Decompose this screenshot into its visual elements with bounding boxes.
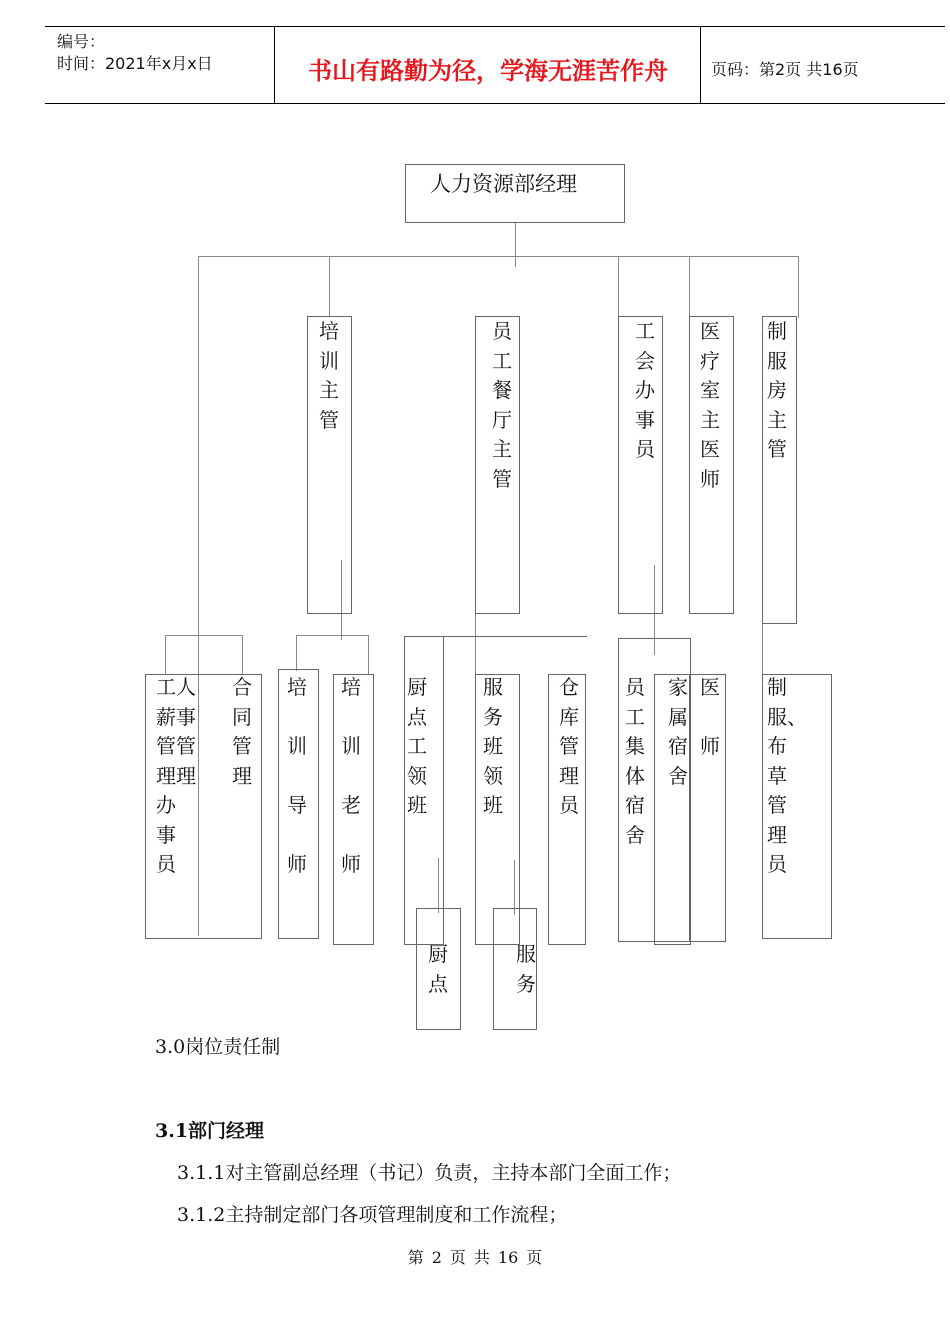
code-label: 编号： [57, 32, 106, 51]
connector-line [242, 635, 243, 675]
family-dorm-label: 家 属 宿 舍 [668, 675, 688, 788]
doctor-label: 医 师 [700, 675, 720, 758]
trainer-guide-label: 培 训 导 师 [287, 675, 307, 876]
footer-di: 第 [407, 1248, 424, 1267]
trainer-teacher-label: 培 训 老 师 [341, 675, 361, 876]
training-supervisor-label: 培 训 主 管 [319, 319, 339, 432]
header-page-label: 页码：第2页 共16页 [711, 60, 859, 79]
connector-line [689, 256, 690, 318]
connector-line [165, 635, 243, 636]
connector-line [368, 635, 369, 675]
contract-label: 合 同 管 理 [232, 675, 252, 788]
page-footer [0, 1245, 950, 1268]
hr-salary-label: 工人 薪事 管管 理理 办 事 员 [156, 675, 196, 876]
connector-line [762, 620, 763, 680]
service-foreman-label: 服 务 班 领 班 [483, 675, 503, 817]
root-label: 人力资源部经理 [430, 172, 577, 196]
connector-line [198, 256, 798, 257]
footer-page-number: 2 [431, 1248, 442, 1267]
staff-dorm-label: 员 工 集 体 宿 舍 [625, 675, 645, 847]
footer-total-pages: 16 [497, 1248, 519, 1267]
connector-line [329, 256, 330, 316]
clinic-chief-label: 医 疗 室 主 医 师 [700, 319, 720, 491]
connector-line [296, 635, 297, 671]
header-divider [700, 27, 701, 103]
page-header [45, 26, 945, 104]
duty-item-2: 3.1.2主持制定部门各项管理制度和工作流程； [177, 1204, 568, 1226]
connector-line [798, 256, 799, 318]
connector-line [618, 256, 619, 318]
section-title: 3.0岗位责任制 [155, 1036, 281, 1058]
union-clerk-label: 工 会 办 事 员 [635, 319, 655, 461]
connector-line [165, 635, 166, 675]
footer-gong: 共 [473, 1248, 490, 1267]
time-label: 时间：2021年x月x日 [57, 54, 213, 73]
canteen-supervisor-label: 员 工 餐 厅 主 管 [492, 319, 512, 491]
header-motto: 书山有路勤为径，学海无涯苦作舟 [308, 56, 668, 85]
uniform-supervisor-label: 制 服 房 主 管 [767, 319, 787, 461]
footer-ye2: 页 [526, 1248, 543, 1267]
footer-ye: 页 [449, 1248, 466, 1267]
header-meta [57, 31, 213, 75]
connector-line [515, 222, 516, 267]
service-staff-label: 服 务 [516, 942, 536, 996]
uniform-linen-label: 制 服、 布 草 管 理 员 [767, 675, 807, 876]
kitchen-staff-label: 厨 点 [428, 942, 448, 996]
connector-line [296, 635, 369, 636]
subsection-title: 3.1部门经理 [155, 1120, 265, 1142]
warehouse-label: 仓 库 管 理 员 [559, 675, 579, 817]
duty-item-1: 3.1.1对主管副总经理（书记）负责，主持本部门全面工作； [177, 1162, 682, 1184]
kitchen-foreman-label: 厨 点 工 领 班 [407, 675, 427, 817]
